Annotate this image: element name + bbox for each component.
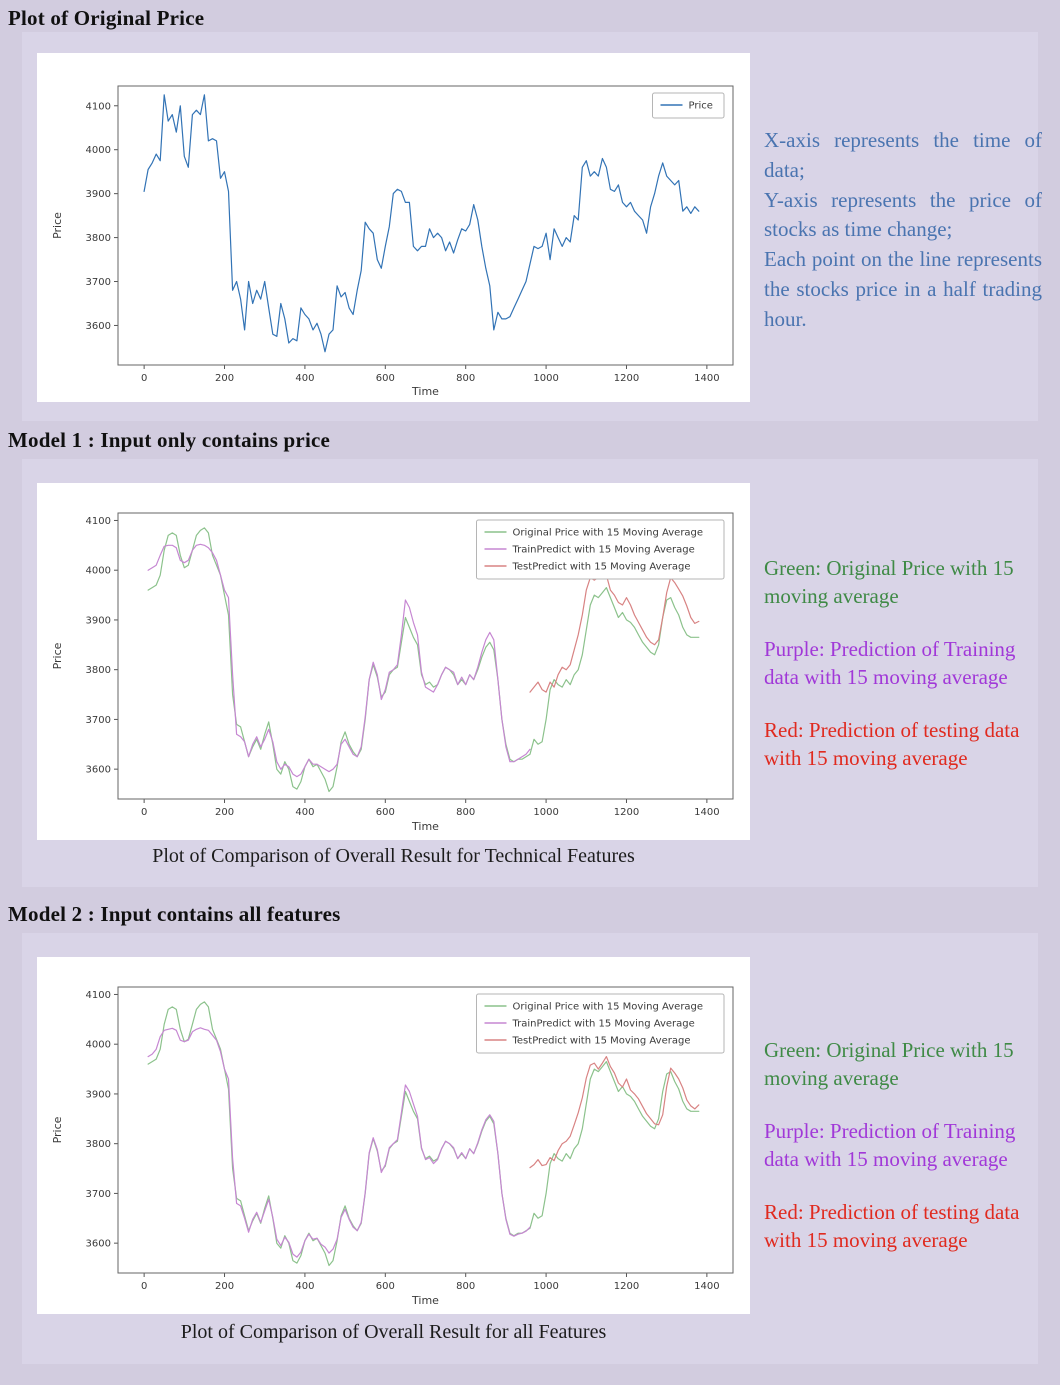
axis-note-line-2: Each point on the line represents the stocks price in a half trading hour. bbox=[764, 247, 1042, 331]
x-tick-label: 200 bbox=[214, 1281, 235, 1292]
model2-caption: Plot of Comparison of Overall Result for all Features bbox=[180, 1321, 607, 1343]
x-tick-label: 800 bbox=[456, 807, 476, 818]
x-axis-label: Time bbox=[412, 820, 439, 833]
x-tick-label: 1200 bbox=[613, 1281, 640, 1292]
x-tick-label: 600 bbox=[375, 1281, 395, 1292]
legend-label-1: TrainPredict with 15 Moving Average bbox=[512, 544, 695, 556]
x-tick-label: 1400 bbox=[694, 373, 720, 384]
x-tick-label: 200 bbox=[214, 807, 235, 818]
y-tick-label: 3800 bbox=[85, 1139, 111, 1151]
y-tick-label: 4100 bbox=[85, 515, 111, 527]
section-2-panel bbox=[22, 459, 1038, 887]
model2-color-notes bbox=[764, 1037, 1042, 1280]
y-tick-label: 3900 bbox=[85, 615, 111, 627]
y-tick-label: 3800 bbox=[85, 665, 111, 677]
series-note-0: Green: Original Price with 15 moving average bbox=[764, 1038, 1014, 1090]
y-tick-label: 3700 bbox=[85, 1188, 111, 1200]
axis-note-line-1: Y-axis represents the price of stocks as time change; bbox=[764, 187, 1042, 242]
series-note-0: Green: Original Price with 15 moving average bbox=[764, 556, 1014, 608]
axis-note-line-0: X-axis represents the time of data; bbox=[764, 128, 1042, 182]
legend-label-2: TestPredict with 15 Moving Average bbox=[512, 561, 691, 573]
series-note-1: Purple: Prediction of Training data with 15 moving average bbox=[764, 636, 1016, 689]
x-tick-label: 1200 bbox=[613, 807, 640, 818]
original-price-figure bbox=[37, 53, 750, 402]
x-tick-label: 0 bbox=[140, 1281, 148, 1292]
model2-comparison-chart-svg bbox=[37, 957, 750, 1314]
x-tick-label: 400 bbox=[295, 807, 315, 818]
x-tick-label: 400 bbox=[295, 373, 315, 384]
legend-label-1: TrainPredict with 15 Moving Average bbox=[512, 1018, 695, 1030]
y-tick-label: 3700 bbox=[85, 277, 111, 289]
x-tick-label: 1400 bbox=[694, 807, 720, 818]
x-tick-label: 1000 bbox=[533, 807, 559, 818]
y-tick-label: 4000 bbox=[85, 565, 111, 577]
x-tick-label: 200 bbox=[214, 373, 235, 384]
model1-figure bbox=[37, 483, 750, 840]
x-axis-label: Time bbox=[412, 385, 439, 398]
y-tick-label: 4100 bbox=[85, 101, 111, 113]
x-tick-label: 0 bbox=[140, 807, 148, 818]
y-axis-label: Price bbox=[51, 1116, 64, 1144]
x-tick-label: 600 bbox=[375, 807, 395, 818]
x-tick-label: 1400 bbox=[694, 1281, 720, 1292]
legend-label-2: TestPredict with 15 Moving Average bbox=[512, 1035, 691, 1047]
section-1-panel bbox=[22, 32, 1042, 421]
x-tick-label: 800 bbox=[456, 1281, 476, 1292]
legend-label-0: Price bbox=[688, 100, 713, 112]
y-tick-label: 3600 bbox=[85, 764, 111, 776]
y-tick-label: 3900 bbox=[85, 189, 111, 201]
x-tick-label: 0 bbox=[140, 373, 148, 384]
y-tick-label: 3600 bbox=[85, 320, 111, 332]
y-axis-label: Price bbox=[51, 642, 64, 670]
x-tick-label: 800 bbox=[456, 373, 476, 384]
series-note-2: Red: Prediction of testing data with 15 moving average bbox=[764, 1199, 1020, 1252]
x-tick-label: 400 bbox=[295, 1281, 315, 1292]
y-tick-label: 3900 bbox=[85, 1089, 111, 1101]
model1-color-notes bbox=[764, 555, 1042, 798]
y-tick-label: 3700 bbox=[85, 714, 111, 726]
x-tick-label: 1000 bbox=[533, 373, 559, 384]
axis-explanation-note bbox=[764, 126, 1042, 335]
y-tick-label: 3600 bbox=[85, 1238, 111, 1250]
series-note-2: Red: Prediction of testing data with 15 moving average bbox=[764, 717, 1020, 770]
figure-background bbox=[37, 53, 750, 402]
section-1-heading: Plot of Original Price bbox=[8, 6, 205, 30]
section-3-heading: Model 2 : Input contains all features bbox=[8, 902, 341, 926]
x-tick-label: 1000 bbox=[533, 1281, 559, 1292]
section-2-heading: Model 1 : Input only contains price bbox=[8, 428, 331, 452]
x-tick-label: 600 bbox=[375, 373, 395, 384]
legend-label-0: Original Price with 15 Moving Average bbox=[512, 1001, 704, 1013]
x-tick-label: 1200 bbox=[613, 373, 640, 384]
x-axis-label: Time bbox=[412, 1294, 439, 1307]
y-tick-label: 3800 bbox=[85, 233, 111, 245]
series-note-1: Purple: Prediction of Training data with 15 moving average bbox=[764, 1118, 1016, 1171]
y-tick-label: 4000 bbox=[85, 145, 111, 157]
y-tick-label: 4000 bbox=[85, 1039, 111, 1051]
model1-caption: Plot of Comparison of Overall Result for Technical Features bbox=[152, 845, 635, 867]
original-price-chart-svg bbox=[37, 53, 750, 402]
legend-label-0: Original Price with 15 Moving Average bbox=[512, 527, 704, 539]
section-3-panel bbox=[22, 933, 1038, 1364]
model1-comparison-chart-svg bbox=[37, 483, 750, 840]
y-axis-label: Price bbox=[51, 212, 64, 239]
model2-figure bbox=[37, 957, 750, 1314]
y-tick-label: 4100 bbox=[85, 989, 111, 1001]
